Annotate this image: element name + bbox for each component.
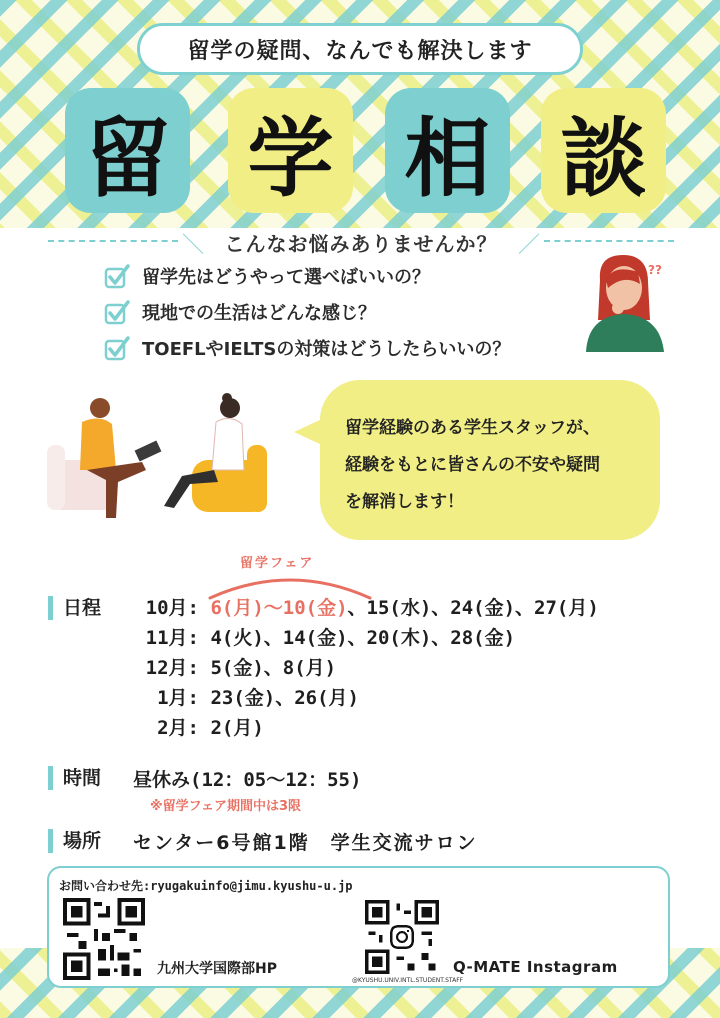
place-value: センター6号館1階 学生交流サロン: [133, 832, 478, 854]
schedule-dates: 5(金)、8(月): [210, 657, 337, 679]
place-label: 場所: [48, 829, 101, 853]
bubble-line: を解消します！: [345, 492, 464, 512]
title-tile-1: 留: [65, 88, 190, 213]
schedule-dates: 、15(水)、24(金)、27(月): [347, 597, 599, 619]
speech-bubble: [320, 380, 660, 540]
checkbox-icon: [104, 335, 130, 361]
dashed-line-right: [544, 240, 674, 242]
schedule-month: 10月:: [145, 597, 199, 619]
bubble-line: 経験をもとに皆さんの不安や疑問: [345, 455, 600, 475]
schedule-row: [133, 654, 599, 684]
schedule-month: 11月:: [145, 627, 199, 649]
fair-dates: 6(月)〜10(金): [210, 597, 348, 619]
schedule-month: 2月:: [157, 717, 199, 739]
instagram-handle: @KYUSHU.UNIV.INTL.STUDENT.STAFF: [352, 977, 464, 984]
time-label: 時間: [48, 766, 101, 790]
worry-heading: こんなお悩みありませんか？: [224, 232, 498, 256]
tagline: 留学の疑問、なんでも解決します: [137, 23, 583, 75]
svg-text:??: ??: [648, 263, 662, 277]
worry-text: TOEFLやIELTSの対策はどうしたらいいの？: [142, 339, 511, 360]
bubble-line: 留学経験のある学生スタッフが、: [345, 418, 600, 438]
checkbox-icon: [104, 263, 130, 289]
schedule-month: 12月:: [145, 657, 199, 679]
worry-text: 留学先はどうやって選べばいいの？: [142, 267, 430, 288]
instagram-label: Q-MATE Instagram: [453, 958, 618, 976]
schedule-row: [133, 684, 599, 714]
slash-left: ＼: [182, 233, 205, 258]
hp-label: 九州大学国際部HP: [157, 961, 277, 977]
title-tile-2: 学: [228, 88, 353, 213]
schedule-row: [133, 714, 599, 744]
time-value: 昼休み(12：05〜12：55): [133, 769, 362, 791]
time-note: ※留学フェア期間中は3限: [150, 799, 302, 814]
slash-right: ／: [517, 233, 540, 258]
contact-box: [47, 866, 670, 988]
worry-item: [104, 330, 510, 366]
bubble-text: [345, 410, 645, 521]
contact-email[interactable]: お問い合わせ先:ryugakuinfo@jimu.kyushu-u.jp: [59, 879, 353, 893]
fair-tag: 留学フェア: [240, 556, 315, 571]
schedule-row: [133, 624, 599, 654]
schedule-row: [133, 594, 599, 624]
schedule-label: 日程: [48, 596, 101, 620]
schedule-dates: 2(月): [210, 717, 264, 739]
title-tile-4: 談: [541, 88, 666, 213]
worry-list: [104, 258, 510, 366]
dashed-line-left: [48, 240, 178, 242]
checkbox-icon: [104, 299, 130, 325]
schedule-dates: 23(金)、26(月): [210, 687, 359, 709]
consultation-illustration: [42, 390, 277, 530]
worry-item: [104, 258, 510, 294]
schedule-list: [133, 594, 599, 744]
schedule-month: 1月:: [157, 687, 199, 709]
worry-text: 現地での生活はどんな感じ？: [142, 303, 376, 324]
qr-code-hp[interactable]: [63, 898, 145, 980]
schedule-dates: 4(火)、14(金)、20(木)、28(金): [210, 627, 516, 649]
title-tile-3: 相: [385, 88, 510, 213]
qr-code-instagram[interactable]: [365, 900, 439, 974]
worry-item: [104, 294, 510, 330]
thinking-girl-illustration: [578, 250, 673, 352]
